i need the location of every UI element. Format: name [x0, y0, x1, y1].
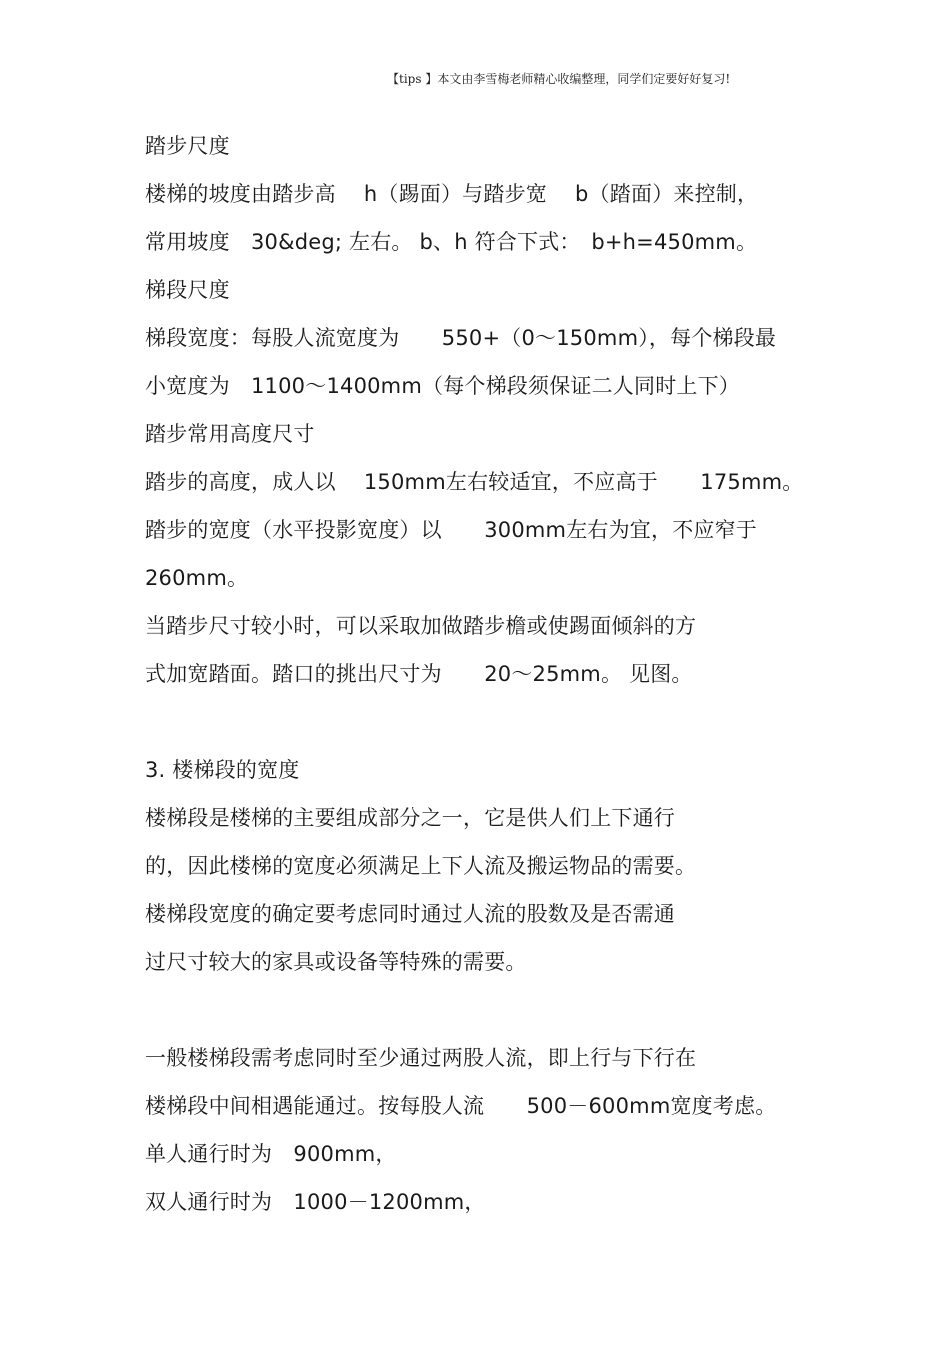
section-heading: 3. 楼梯段的宽度	[145, 758, 300, 782]
text-line: 一般楼梯段需考虑同时至少通过两股人流，即上行与下行在	[145, 1046, 697, 1070]
text-line: 踏步常用高度尺寸	[145, 422, 315, 446]
header-tips: 【tips 】本文由李雪梅老师精心收编整理，同学们定要好好复习!	[387, 72, 731, 86]
text-line: 楼梯段宽度的确定要考虑同时通过人流的股数及是否需通	[145, 902, 675, 926]
text-line: 小宽度为 1100～1400mm（每个梯段须保证二人同时上下）	[145, 374, 740, 398]
text-line: 260mm。	[145, 566, 249, 590]
text-line: 踏步的高度，成人以 150mm左右较适宜，不应高于 175mm。	[145, 470, 804, 494]
text-line: 踏步的宽度（水平投影宽度）以 300mm左右为宜，不应窄于	[145, 518, 757, 542]
text-line: 梯段尺度	[145, 278, 230, 302]
text-line: 过尺寸较大的家具或设备等特殊的需要。	[145, 950, 527, 974]
text-line: 式加宽踏面。踏口的挑出尺寸为 20～25mm。 见图。	[145, 662, 693, 686]
text-line: 单人通行时为 900mm，	[145, 1142, 397, 1166]
text-line: 当踏步尺寸较小时，可以采取加做踏步檐或使踢面倾斜的方	[145, 614, 697, 638]
text-line: 楼梯段是楼梯的主要组成部分之一，它是供人们上下通行	[145, 806, 675, 830]
text-line: 梯段宽度：每股人流宽度为 550+（0～150mm），每个梯段最	[145, 326, 777, 350]
text-line: 双人通行时为 1000－1200mm，	[145, 1190, 486, 1214]
text-line: 楼梯的坡度由踏步高 h（踢面）与踏步宽 b（踏面）来控制，	[145, 182, 759, 206]
text-line: 楼梯段中间相遇能通过。按每股人流 500－600mm宽度考虑。	[145, 1094, 777, 1118]
text-line: 常用坡度 30&deg; 左右。 b、h 符合下式： b+h=450mm。	[145, 230, 758, 254]
text-line: 的，因此楼梯的宽度必须满足上下人流及搬运物品的需要。	[145, 854, 697, 878]
text-line: 踏步尺度	[145, 134, 230, 158]
